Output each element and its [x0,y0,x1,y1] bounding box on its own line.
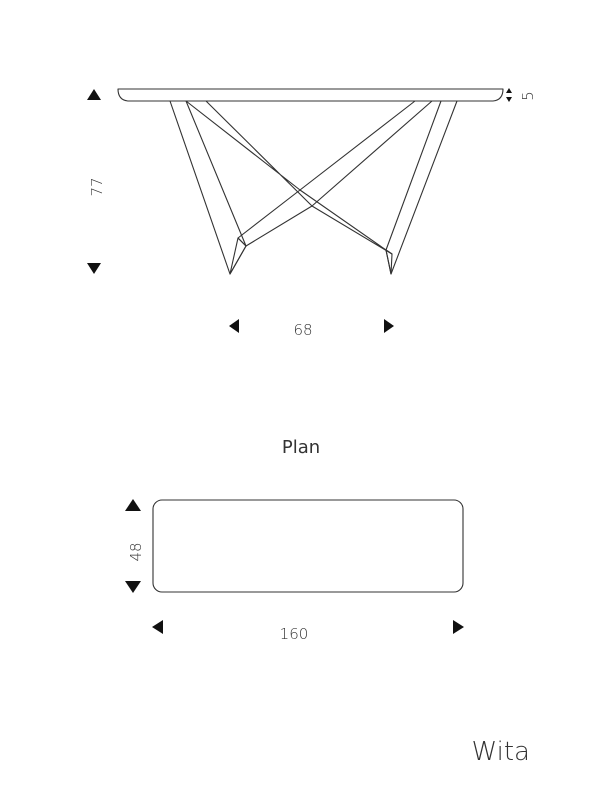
right-leg-foot [386,250,392,274]
plan-arrow-up-icon [125,499,141,511]
arrow-down-icon [87,263,101,274]
plan-arrow-left-icon [152,620,163,634]
leg-span-label: 68 [293,321,313,339]
table-top-outline [118,89,503,101]
left-outer-leg [170,101,246,274]
arrow-right-icon [384,319,394,333]
diagonal-strut-right [238,101,432,246]
plan-view [125,437,464,643]
plan-table-outline [153,500,463,592]
plan-arrow-down-icon [125,581,141,593]
height-label: 77 [88,177,106,197]
plan-arrow-right-icon [453,620,464,634]
plan-depth-label: 48 [127,542,145,562]
small-arrow-up-icon [506,88,512,93]
height-dimension [87,89,106,274]
small-arrow-down-icon [506,97,512,102]
top-thickness-dimension [506,88,537,102]
leg-span-dimension [229,319,394,339]
left-leg-foot [230,238,246,274]
plan-title: Plan [281,437,321,458]
plan-length-label: 160 [279,625,309,643]
front-elevation [118,89,503,274]
product-name: Wita [471,737,530,767]
right-outer-leg [386,101,457,274]
arrow-up-icon [87,89,101,100]
diagonal-strut-left [186,101,392,254]
top-thickness-label: 5 [519,91,537,101]
arrow-left-icon [229,319,239,333]
